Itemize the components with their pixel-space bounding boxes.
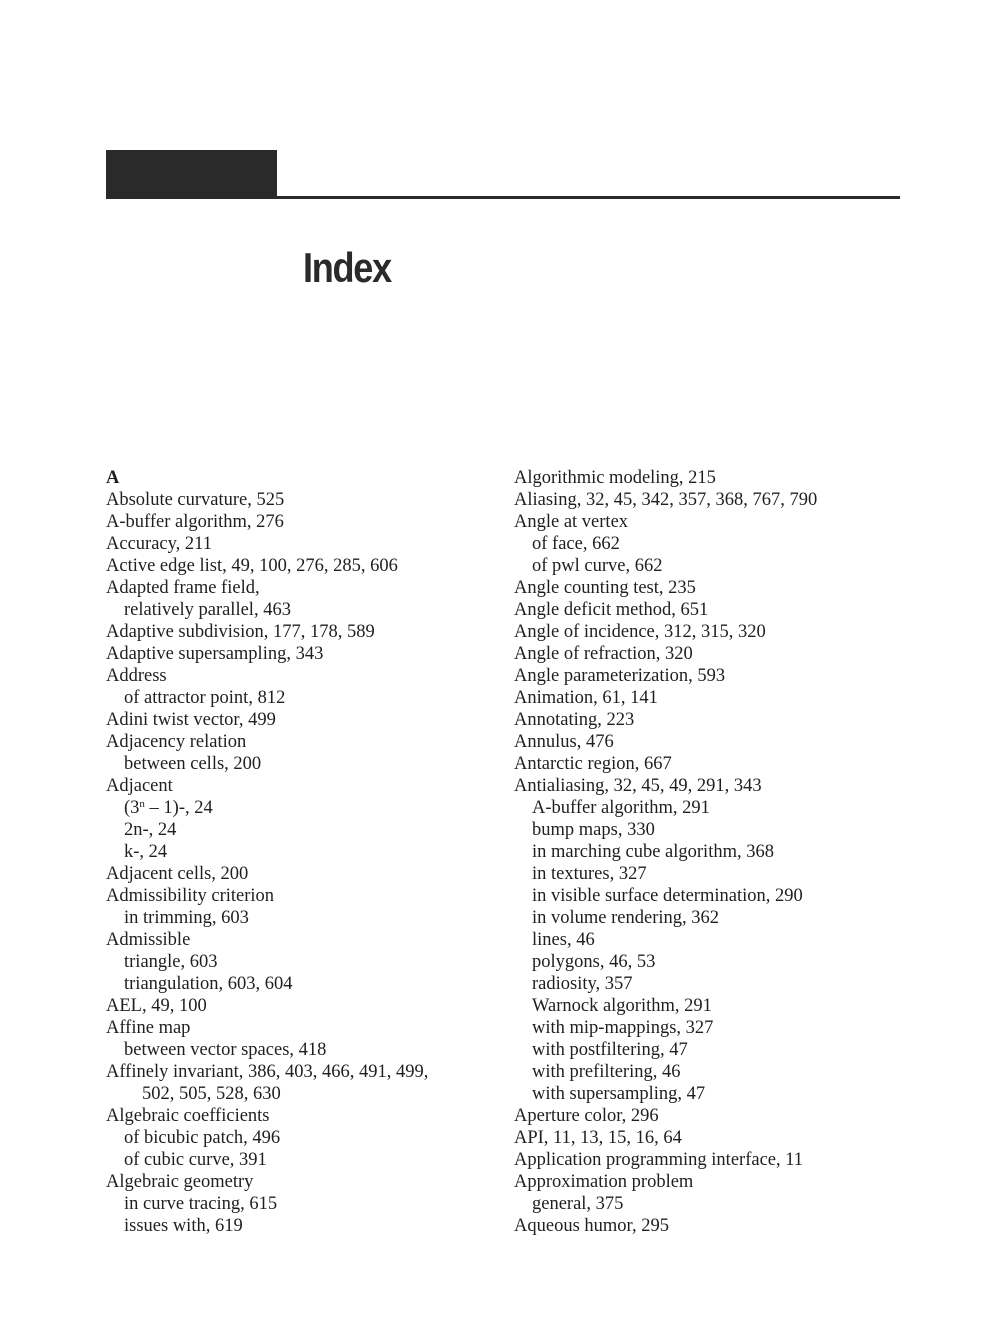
index-entry: Affine map <box>106 1018 191 1038</box>
index-column-right <box>514 467 904 1237</box>
index-entry: Application programming interface, 11 <box>514 1150 804 1170</box>
index-entry: Adini twist vector, 499 <box>106 710 276 730</box>
index-entry: Aqueous humor, 295 <box>514 1216 669 1236</box>
index-subentry: bump maps, 330 <box>532 820 655 840</box>
index-entry: Algebraic geometry <box>106 1172 254 1192</box>
index-entry: Admissibility criterion <box>106 886 275 906</box>
index-subentry: radiosity, 357 <box>532 974 633 994</box>
index-entry-text: (3 <box>124 798 140 818</box>
index-entry: Algorithmic modeling, 215 <box>514 468 716 488</box>
index-subentry: in volume rendering, 362 <box>532 908 720 928</box>
index-entry: API, 11, 13, 15, 16, 64 <box>514 1128 682 1148</box>
index-subentry: lines, 46 <box>532 930 595 950</box>
index-subentry: k-, 24 <box>124 842 168 862</box>
index-entry: Animation, 61, 141 <box>514 688 658 708</box>
index-entry-text: – 1)-, 24 <box>144 798 213 818</box>
index-subentry: in marching cube algorithm, 368 <box>532 842 774 862</box>
index-subentry: with postfiltering, 47 <box>532 1040 688 1060</box>
index-entry: Adjacent cells, 200 <box>106 864 249 884</box>
index-entry: Aperture color, 296 <box>514 1106 659 1126</box>
index-entry: Address <box>106 666 167 686</box>
index-entry: AEL, 49, 100 <box>106 996 207 1016</box>
index-subentry: of bicubic patch, 496 <box>124 1128 281 1148</box>
index-entry: Adjacent <box>106 776 173 796</box>
index-entry: Annotating, 223 <box>514 710 635 730</box>
index-subentry: between vector spaces, 418 <box>124 1040 327 1060</box>
index-entry: Adapted frame field, <box>106 578 260 598</box>
index-entry: Angle parameterization, 593 <box>514 666 726 686</box>
index-subentry: in visible surface determination, 290 <box>532 886 803 906</box>
index-subentry: Warnock algorithm, 291 <box>532 996 712 1016</box>
index-entry: Antialiasing, 32, 45, 49, 291, 343 <box>514 776 762 796</box>
index-entry: Angle deficit method, 651 <box>514 600 709 620</box>
index-subentry: A-buffer algorithm, 291 <box>532 798 710 818</box>
index-subentry: with supersampling, 47 <box>532 1084 706 1104</box>
index-entry: Affinely invariant, 386, 403, 466, 491, 499, <box>106 1062 429 1082</box>
index-entry: A-buffer algorithm, 276 <box>106 512 284 532</box>
chapter-header-rule <box>106 196 900 199</box>
index-entry: Adaptive supersampling, 343 <box>106 644 324 664</box>
index-subentry: triangle, 603 <box>124 952 218 972</box>
index-entry: Angle of refraction, 320 <box>514 644 693 664</box>
index-subentry: of face, 662 <box>532 534 620 554</box>
index-subentry: of attractor point, 812 <box>124 688 286 708</box>
index-subentry: of pwl curve, 662 <box>532 556 663 576</box>
page-title: Index <box>303 244 391 291</box>
index-entry: Algebraic coefficients <box>106 1106 270 1126</box>
index-entry: Adaptive subdivision, 177, 178, 589 <box>106 622 375 642</box>
index-entry: Absolute curvature, 525 <box>106 490 285 510</box>
index-column-left <box>106 467 496 1237</box>
index-subentry: between cells, 200 <box>124 754 262 774</box>
index-entry: Angle counting test, 235 <box>514 578 696 598</box>
index-subentry: general, 375 <box>532 1194 624 1214</box>
index-entry: Approximation problem <box>514 1172 694 1192</box>
index-entry: Aliasing, 32, 45, 342, 357, 368, 767, 790 <box>514 490 818 510</box>
chapter-header-block <box>106 150 277 198</box>
index-subentry: with mip-mappings, 327 <box>532 1018 714 1038</box>
index-letter-heading: A <box>106 468 120 488</box>
index-subentry: in trimming, 603 <box>124 908 249 928</box>
index-entry: Annulus, 476 <box>514 732 614 752</box>
index-subentry: of cubic curve, 391 <box>124 1150 267 1170</box>
index-subentry: in curve tracing, 615 <box>124 1194 278 1214</box>
index-subentry: relatively parallel, 463 <box>124 600 291 620</box>
index-subentry <box>106 797 496 819</box>
index-subentry: 2n-, 24 <box>124 820 177 840</box>
index-subentry: in textures, 327 <box>532 864 647 884</box>
index-entry: Accuracy, 211 <box>106 534 212 554</box>
index-subentry: with prefiltering, 46 <box>532 1062 681 1082</box>
index-subentry: triangulation, 603, 604 <box>124 974 293 994</box>
index-entry: Admissible <box>106 930 191 950</box>
index-entry: Active edge list, 49, 100, 276, 285, 606 <box>106 556 398 576</box>
index-entry: Angle at vertex <box>514 512 629 532</box>
index-entry: Antarctic region, 667 <box>514 754 672 774</box>
index-subentry: issues with, 619 <box>124 1216 243 1236</box>
index-entry: Angle of incidence, 312, 315, 320 <box>514 622 766 642</box>
index-subentry: polygons, 46, 53 <box>532 952 656 972</box>
index-entry: Adjacency relation <box>106 732 247 752</box>
index-entry-continuation: 502, 505, 528, 630 <box>142 1084 281 1104</box>
superscript: n <box>139 798 145 810</box>
